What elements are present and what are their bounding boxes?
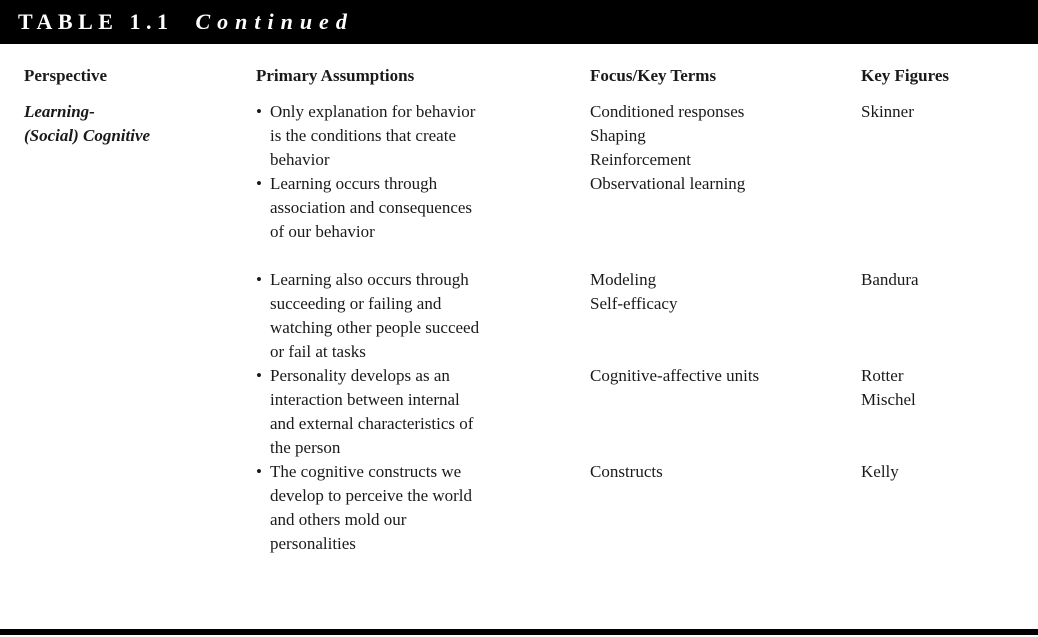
assumption-line: Learning occurs through — [270, 174, 438, 193]
key-figure-name: Skinner — [861, 102, 914, 121]
header-key-figures: Key Figures — [861, 66, 949, 85]
assumption-cell — [256, 172, 556, 244]
key-figure-name: Mischel — [861, 390, 916, 409]
assumption-line: behavior — [270, 150, 330, 169]
bullet-icon: • — [256, 366, 262, 385]
key-figures-cell — [861, 364, 1031, 412]
focus-key-terms-cell — [590, 268, 840, 316]
key-term: Cognitive-affective units — [590, 366, 760, 385]
key-term: Reinforcement — [590, 150, 692, 169]
table-continued-label: Continued — [195, 9, 354, 34]
assumption-line: and external characteristics of — [270, 414, 474, 433]
key-figure-name: Bandura — [861, 270, 919, 289]
focus-key-terms-cell — [590, 460, 840, 484]
assumption-line: personalities — [270, 534, 356, 553]
assumption-line: the person — [270, 438, 341, 457]
table-bottom-rule — [0, 629, 1038, 635]
assumption-cell — [256, 100, 556, 172]
assumption-line: Personality develops as an — [270, 366, 450, 385]
table-title-bar — [0, 0, 1038, 44]
table-number: TABLE 1.1 — [18, 9, 174, 34]
assumption-bullet-item — [256, 460, 556, 556]
focus-key-terms-cell — [590, 100, 840, 196]
assumption-line: and others mold our — [270, 510, 407, 529]
bullet-icon: • — [256, 270, 262, 289]
assumption-line: or fail at tasks — [270, 342, 366, 361]
key-term: Self-efficacy — [590, 294, 678, 313]
assumption-line: Only explanation for behavior — [270, 102, 476, 121]
bullet-icon: • — [256, 102, 262, 121]
assumption-line: The cognitive constructs we — [270, 462, 462, 481]
assumption-line: of our behavior — [270, 222, 375, 241]
assumption-cell — [256, 268, 556, 364]
assumption-text — [270, 268, 556, 364]
assumption-cell — [256, 364, 556, 460]
assumption-bullet-item — [256, 268, 556, 364]
key-term: Observational learning — [590, 174, 746, 193]
key-term: Conditioned responses — [590, 102, 745, 121]
header-perspective: Perspective — [24, 66, 108, 85]
perspective-line: Learning- — [24, 102, 95, 121]
key-figure-name: Kelly — [861, 462, 899, 481]
assumption-line: is the conditions that create — [270, 126, 456, 145]
bullet-icon: • — [256, 174, 262, 193]
assumption-line: Learning also occurs through — [270, 270, 469, 289]
bullet-icon: • — [256, 462, 262, 481]
assumption-text — [270, 172, 556, 244]
focus-key-terms-cell — [590, 364, 840, 388]
assumption-line: watching other people succeed — [270, 318, 480, 337]
key-term: Shaping — [590, 126, 646, 145]
header-focus-key-terms: Focus/Key Terms — [590, 66, 717, 85]
header-primary-assumptions: Primary Assumptions — [256, 66, 415, 85]
key-figures-cell — [861, 100, 1031, 124]
assumption-bullet-item — [256, 364, 556, 460]
assumption-line: association and consequences — [270, 198, 473, 217]
assumption-text — [270, 100, 556, 172]
perspective-name — [24, 100, 244, 148]
assumption-bullet-item — [256, 172, 556, 244]
key-figures-cell — [861, 460, 1031, 484]
key-term: Constructs — [590, 462, 663, 481]
assumption-text — [270, 364, 556, 460]
perspective-line: (Social) Cognitive — [24, 126, 151, 145]
key-figure-name: Rotter — [861, 366, 904, 385]
assumption-line: interaction between internal — [270, 390, 460, 409]
assumption-cell — [256, 460, 556, 556]
assumption-text — [270, 460, 556, 556]
key-term: Modeling — [590, 270, 657, 289]
assumption-line: succeeding or failing and — [270, 294, 442, 313]
key-figures-cell — [861, 268, 1031, 292]
assumption-line: develop to perceive the world — [270, 486, 473, 505]
assumption-bullet-item — [256, 100, 556, 172]
